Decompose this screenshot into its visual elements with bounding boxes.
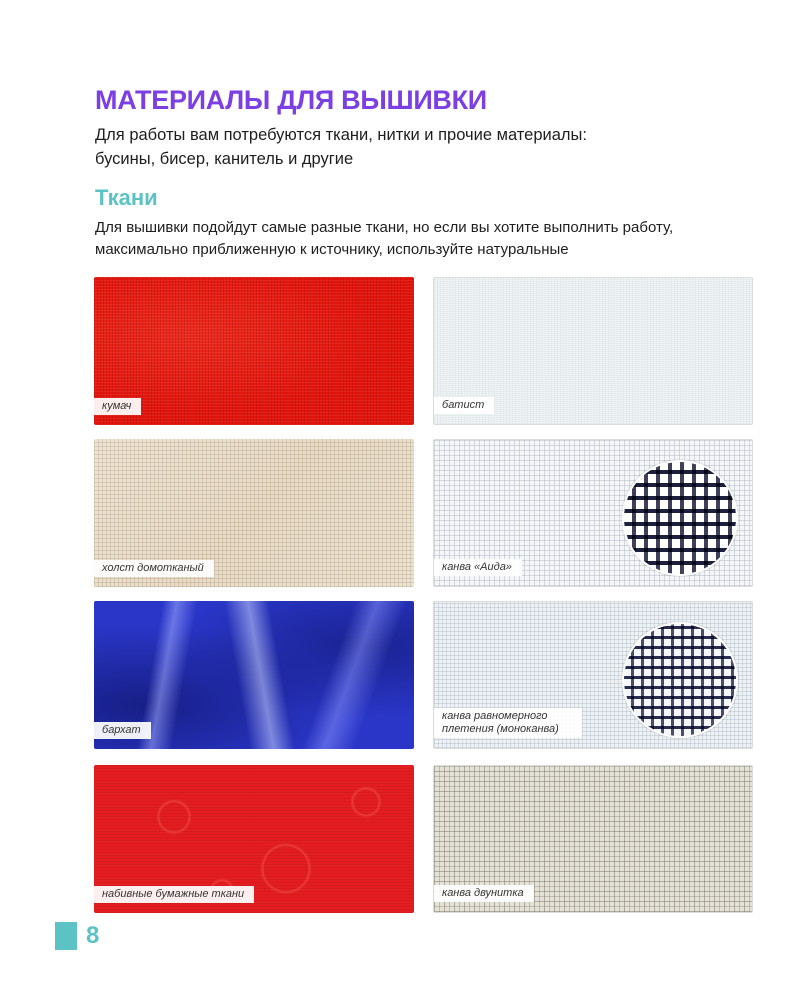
section-heading-fabrics: Ткани (95, 185, 158, 210)
fabric-swatch-holst (94, 439, 414, 587)
section-line-2: максимально приближенную к источнику, используйте натуральные (95, 241, 569, 258)
fabric-caption: бархат (94, 722, 151, 739)
fabric-swatch-aida (433, 439, 753, 587)
fabric-swatch-barhat (94, 601, 414, 749)
fabric-swatch-kumach (94, 277, 414, 425)
fabric-swatch-nabivnye (94, 765, 414, 913)
page-number: 8 (86, 922, 100, 949)
fabric-caption: холст домотканый (94, 560, 214, 577)
section-line-1: Для вышивки подойдут самые разные ткани, но если вы хотите выполнить работу, (95, 219, 674, 236)
fabric-caption: канва двунитка (434, 885, 534, 902)
fabric-swatch-monokanva (433, 601, 753, 749)
fabric-caption: канва «Аида» (434, 559, 522, 576)
page-number-marker (55, 922, 77, 950)
fabric-caption: батист (434, 397, 494, 414)
fabric-caption: набивные бумажные ткани (94, 886, 254, 903)
zoom-detail-image (622, 460, 738, 576)
fabric-caption: канва равномерного плетения (моноканва) (434, 708, 582, 738)
section-paragraph (95, 217, 735, 261)
fabric-caption: кумач (94, 398, 141, 415)
fabric-swatch-dvunitka (433, 765, 753, 913)
fabric-swatch-batist (433, 277, 753, 425)
page-title: МАТЕРИАЛЫ ДЛЯ ВЫШИВКИ (95, 85, 487, 115)
intro-line-1: Для работы вам потребуются ткани, нитки и прочие материалы: (95, 126, 587, 144)
intro-line-2: бусины, бисер, канитель и другие (95, 150, 354, 168)
intro-paragraph (95, 123, 715, 171)
zoom-detail-image (622, 622, 738, 738)
